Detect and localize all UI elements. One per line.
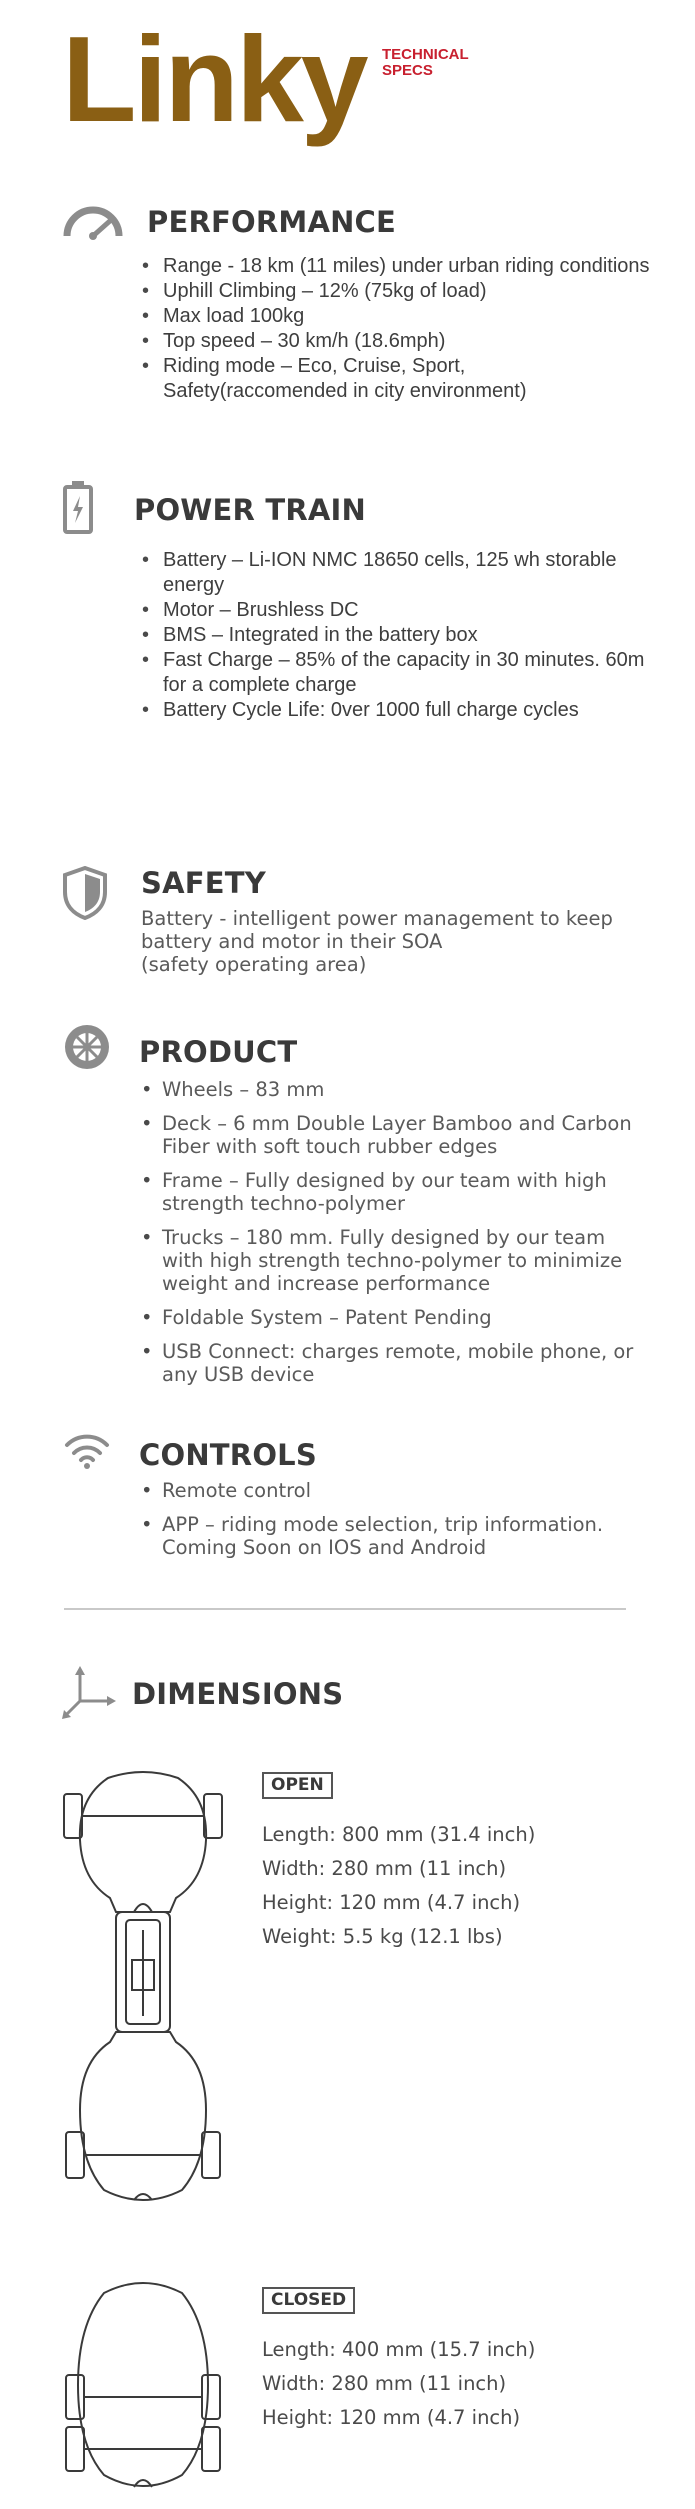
safety-line: battery and motor in their SOA (141, 930, 443, 953)
closed-height: Height: 120 mm (4.7 inch) (262, 2406, 521, 2429)
safety-text (141, 907, 651, 976)
list-item: • Deck – 6 mm Double Layer Bamboo and Carbon Fiber with soft touch rubber edges (137, 1112, 637, 1158)
safety-line: (safety operating area) (141, 953, 367, 976)
open-length: Length: 800 mm (31.4 inch) (262, 1823, 536, 1846)
list-item: • Frame – Fully designed by our team with high strength techno-polymer (137, 1169, 637, 1215)
list-item: • Remote control (137, 1479, 637, 1502)
closed-width: Width: 280 mm (11 inch) (262, 2372, 507, 2395)
wheel-icon (64, 1024, 110, 1070)
performance-list (138, 254, 658, 404)
speedometer-icon (62, 200, 124, 240)
list-item: • Fast Charge – 85% of the capacity in 30 minutes. 60m for a complete charge (138, 648, 663, 698)
tag-line-1: TECHNICAL (382, 46, 469, 63)
open-height: Height: 120 mm (4.7 inch) (262, 1891, 521, 1914)
closed-length: Length: 400 mm (15.7 inch) (262, 2338, 536, 2361)
list-item: • Uphill Climbing – 12% (75kg of load) (138, 279, 658, 304)
technical-specs-tag (382, 47, 469, 79)
list-item: • Battery – Li-ION NMC 18650 cells, 125 wh storable energy (138, 548, 663, 598)
closed-badge: CLOSED (262, 2287, 355, 2314)
list-item: • Motor – Brushless DC (138, 598, 663, 623)
controls-title: CONTROLS (139, 1438, 317, 1472)
list-item: • Foldable System – Patent Pending (137, 1306, 637, 1329)
dimensions-title: DIMENSIONS (132, 1677, 344, 1711)
shield-icon (62, 866, 108, 920)
section-divider (64, 1608, 626, 1610)
open-board-drawing (58, 1770, 228, 2230)
list-item: • APP – riding mode selection, trip information. Coming Soon on IOS and Android (137, 1513, 637, 1559)
wifi-icon (64, 1432, 110, 1470)
list-item: • Battery Cycle Life: 0ver 1000 full charge cycles (138, 698, 663, 723)
list-item: • USB Connect: charges remote, mobile phone, or any USB device (137, 1340, 637, 1386)
list-item: • BMS – Integrated in the battery box (138, 623, 663, 648)
product-list (137, 1078, 637, 1397)
closed-board-drawing (58, 2275, 228, 2500)
open-dimensions (262, 1818, 535, 1954)
product-title: PRODUCT (139, 1035, 298, 1069)
controls-list (137, 1479, 637, 1570)
closed-dimensions (262, 2333, 535, 2435)
list-item: • Wheels – 83 mm (137, 1078, 637, 1101)
battery-icon (62, 480, 94, 534)
list-item: • Range - 18 km (11 miles) under urban riding conditions (138, 254, 658, 279)
open-width: Width: 280 mm (11 inch) (262, 1857, 507, 1880)
open-weight: Weight: 5.5 kg (12.1 lbs) (262, 1925, 503, 1948)
list-item: • Max load 100kg (138, 304, 658, 329)
powertrain-list (138, 548, 663, 723)
tag-line-2: SPECS (382, 62, 433, 79)
safety-title: SAFETY (141, 866, 266, 900)
list-item: • Riding mode – Eco, Cruise, Sport, Safety(raccomended in city environment) (138, 354, 578, 404)
axes-icon (60, 1665, 116, 1721)
performance-title: PERFORMANCE (147, 205, 397, 239)
open-badge: OPEN (262, 1772, 333, 1799)
list-item: • Trucks – 180 mm. Fully designed by our team with high strength techno-polymer to minimize weight and increase performance (137, 1226, 637, 1295)
safety-line: Battery - intelligent power management to keep (141, 907, 613, 930)
powertrain-title: POWER TRAIN (134, 493, 366, 527)
list-item: • Top speed – 30 km/h (18.6mph) (138, 329, 658, 354)
linky-logo: Linky (62, 11, 366, 147)
